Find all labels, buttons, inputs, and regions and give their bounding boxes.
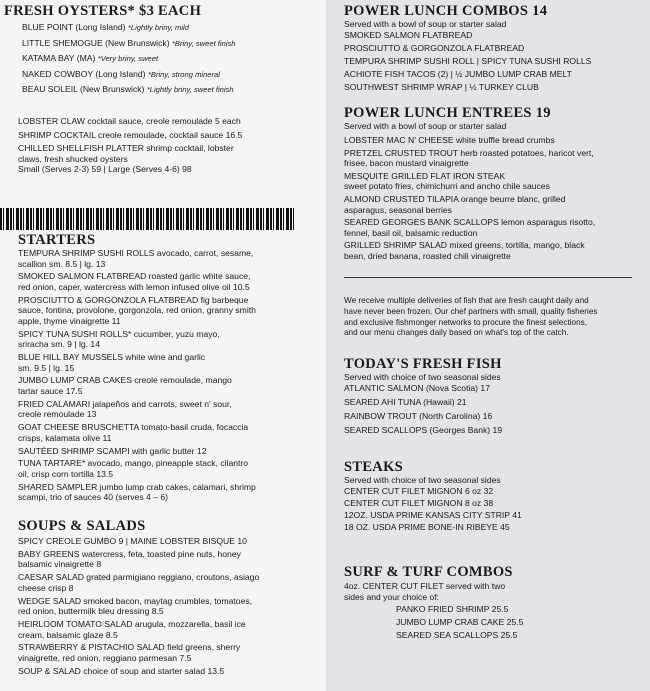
steaks-subtitle: Served with choice of two seasonal sides bbox=[344, 475, 501, 485]
combos-list bbox=[344, 30, 591, 94]
entree-item-line: frisee, bacon mustard vinaigrette bbox=[344, 158, 469, 169]
oyster-name: BLUE POINT (Long Island) bbox=[22, 22, 128, 32]
starter-item bbox=[18, 248, 256, 269]
entree-item-line: ALMOND CRUSTED TILAPIA orange beurre blanc, grilled bbox=[344, 193, 566, 204]
entree-item-line: asparagus, seasonal berries bbox=[344, 204, 452, 215]
combo-item: ACHIOTE FISH TACOS (2) | ½ JUMBO LUMP CRAB MELT bbox=[344, 68, 572, 79]
soup-salad-item-line: cream, balsamic glaze 8.5 bbox=[18, 629, 118, 640]
raw-bar-item bbox=[18, 130, 242, 141]
starter-item-line: crisps, kalamata olive 11 bbox=[18, 432, 112, 443]
starter-item-line: JUMBO LUMP CRAB CAKES creole remoulade, mango bbox=[18, 375, 232, 386]
soup-salad-item-line: red onion, buttermilk bleu dressing 8.5 bbox=[18, 606, 164, 617]
raw-bar-item-line: SHRIMP COCKTAIL creole remoulade, cocktail sauce 16.5 bbox=[18, 129, 243, 140]
oyster-list bbox=[22, 22, 236, 100]
entree-item-line: GRILLED SHRIMP SALAD mixed greens, tortilla, mango, black bbox=[344, 240, 585, 251]
steak-item: 18 OZ. USDA PRIME BONE-IN RIBEYE 45 bbox=[344, 522, 510, 533]
steak-item: CENTER CUT FILET MIGNON 8 oz 38 bbox=[344, 498, 494, 509]
starter-item-line: scallion sm. 8.5 | lg. 13 bbox=[18, 258, 106, 269]
entree-item-line: PRETZEL CRUSTED TROUT herb roasted potatoes, haricot vert, bbox=[344, 147, 594, 158]
starter-item-line: SAUTÉED SHRIMP SCAMPI with garlic butter 12 bbox=[18, 445, 207, 456]
starter-item-line: scampi, trio of sauces 40 (serves 4 – 6) bbox=[18, 492, 168, 503]
raw-bar-item-line: claws, fresh shucked oysters bbox=[18, 153, 128, 164]
oyster-description: *Briny, sweet finish bbox=[171, 38, 236, 48]
note-line: We receive multiple deliveries of fish that are fresh caught daily and bbox=[344, 296, 589, 305]
soups-title: SOUPS & SALADS bbox=[18, 518, 146, 534]
oyster-item bbox=[22, 53, 236, 65]
soup-salad-item bbox=[18, 536, 259, 547]
soup-salad-item bbox=[18, 572, 259, 593]
raw-bar-item-line: Small (Serves 2-3) 59 | Large (Serves 4-6) 98 bbox=[18, 164, 192, 175]
oyster-name: NAKED COWBOY (Long Island) bbox=[22, 68, 148, 79]
soups-list bbox=[18, 536, 259, 678]
starter-item-line: SPICY TUNA SUSHI ROLLS* cucumber, yuzu mayo, bbox=[18, 328, 220, 339]
raw-bar-item-line: CHILLED SHELLFISH PLATTER shrimp cocktail, lobster bbox=[18, 143, 234, 154]
soup-salad-item-line: BABY GREENS watercress, feta, toasted pine nuts, honey bbox=[18, 548, 241, 559]
surf-title: SURF & TURF COMBOS bbox=[344, 564, 513, 580]
entrees-subtitle: Served with a bowl of soup or starter salad bbox=[344, 121, 507, 131]
entree-item-line: SEARED GEORGES BANK SCALLOPS lemon asparagus risotto, bbox=[344, 217, 596, 228]
fish-subtitle: Served with choice of two seasonal sides bbox=[344, 372, 501, 382]
starter-item-line: red onion, caper, watercress with lemon infused olive oil 10.5 bbox=[18, 281, 250, 292]
raw-bar-item-line: LOBSTER CLAW cocktail sauce, creole remoulade 5 each bbox=[18, 116, 241, 126]
surf-subtitle-1: 4oz. CENTER CUT FILET served with two bbox=[344, 581, 506, 591]
starter-item-line: sm. 9.5 | lg. 15 bbox=[18, 362, 75, 373]
starter-item-line: creole remoulade 13 bbox=[18, 409, 97, 420]
starter-item-line: oil, crisp corn tortilla 13.5 bbox=[18, 468, 114, 479]
starter-item-line: PROSCIUTTO & GORGONZOLA FLATBREAD fig barbeque bbox=[18, 294, 249, 305]
oyster-description: *Briny, strong mineral bbox=[147, 69, 220, 79]
soup-salad-item-line: vinaigrette, red onion, reggiano parmesan 7.5 bbox=[18, 652, 192, 663]
fish-title: TODAY'S FRESH FISH bbox=[344, 356, 502, 372]
oyster-name: LITTLE SHEMOGUE (New Brunswick) bbox=[22, 37, 172, 48]
entrees-list bbox=[344, 135, 595, 264]
entree-item-line: sweet potato fries, chimichurri and ancho chile sauces bbox=[344, 181, 550, 192]
soup-salad-item-line: HEIRLOOM TOMATO SALAD arugula, mozzarella, basil ice bbox=[18, 618, 246, 629]
starter-item bbox=[18, 482, 256, 503]
surf-list bbox=[396, 604, 523, 643]
surf-item: SEARED SEA SCALLOPS 25.5 bbox=[396, 630, 518, 641]
starter-item-line: SHARED SAMPLER jumbo lump crab cakes, calamari, shrimp bbox=[18, 481, 256, 492]
soup-salad-item bbox=[18, 596, 259, 617]
starter-item bbox=[18, 446, 256, 457]
oysters-title: FRESH OYSTERS* $3 EACH bbox=[4, 3, 202, 19]
surf-item: PANKO FRIED SHRIMP 25.5 bbox=[396, 604, 509, 614]
right-column bbox=[326, 0, 650, 691]
entree-item bbox=[344, 240, 595, 261]
starter-item bbox=[18, 458, 256, 479]
raw-bar-item bbox=[18, 116, 242, 127]
soup-salad-item bbox=[18, 642, 259, 663]
oyster-description: *Very briny, sweet bbox=[97, 54, 159, 64]
starter-item bbox=[18, 352, 256, 373]
fish-item: ATLANTIC SALMON (Nova Scotia) 17 bbox=[344, 383, 490, 393]
entree-item bbox=[344, 148, 595, 169]
starter-item-line: sriracha sm. 9 | lg. 14 bbox=[18, 339, 100, 350]
section-rule bbox=[344, 277, 632, 278]
combo-item: TEMPURA SHRIMP SUSHI ROLL | SPICY TUNA SUSHI ROLLS bbox=[344, 55, 592, 66]
soup-salad-item-line: WEDGE SALAD smoked bacon, maytag crumbles, tomatoes, bbox=[18, 595, 253, 606]
starter-item bbox=[18, 271, 256, 292]
steaks-title: STEAKS bbox=[344, 459, 404, 475]
fish-item: SEARED SCALLOPS (Georges Bank) 19 bbox=[344, 425, 503, 436]
soup-salad-item-line: cheese crisp 8 bbox=[18, 582, 74, 593]
steaks-list bbox=[344, 486, 522, 534]
combo-item: PROSCIUTTO & GORGONZOLA FLATBREAD bbox=[344, 42, 525, 53]
barcode-divider bbox=[0, 208, 296, 230]
starter-item bbox=[18, 399, 256, 420]
steak-item: CENTER CUT FILET MIGNON 6 oz 32 bbox=[344, 486, 494, 496]
fish-item: RAINBOW TROUT (North Carolina) 16 bbox=[344, 411, 493, 422]
soup-salad-item-line: balsamic vinaigrette 8 bbox=[18, 559, 102, 570]
soup-salad-item-line: CAESAR SALAD grated parmigiano reggiano, croutons, asiago bbox=[18, 572, 260, 583]
soup-salad-item-line: STRAWBERRY & PISTACHIO SALAD field greens, sherry bbox=[18, 642, 241, 653]
oyster-description: *Lightly briny, sweet finish bbox=[146, 85, 234, 95]
soup-salad-item bbox=[18, 619, 259, 640]
note-line: have never been frozen. Our chef partners with small, quality fisheries bbox=[344, 306, 598, 316]
starter-item bbox=[18, 329, 256, 350]
oyster-item bbox=[22, 38, 236, 50]
fish-list bbox=[344, 383, 502, 439]
starter-item-line: tartar sauce 17.5 bbox=[18, 386, 83, 397]
oyster-item bbox=[22, 69, 236, 81]
entree-item-line: MESQUITE GRILLED FLAT IRON STEAK bbox=[344, 170, 506, 181]
soup-salad-item bbox=[18, 549, 259, 570]
entrees-title: POWER LUNCH ENTREES 19 bbox=[344, 105, 551, 121]
steak-item: 12OZ. USDA PRIME KANSAS CITY STRIP 41 bbox=[344, 510, 522, 521]
freshness-note bbox=[344, 296, 597, 339]
soup-salad-item-line: SOUP & SALAD choice of soup and starter salad 13.5 bbox=[18, 665, 225, 676]
starter-item-line: TEMPURA SHRIMP SUSHI ROLLS avocado, carrot, sesame, bbox=[18, 248, 254, 258]
oyster-description: *Lightly briny, mild bbox=[127, 23, 189, 32]
raw-bar-item bbox=[18, 143, 242, 175]
fish-item: SEARED AHI TUNA (Hawaii) 21 bbox=[344, 397, 467, 408]
oyster-name: KATAMA BAY (MA) bbox=[22, 53, 98, 64]
raw-bar-list bbox=[18, 116, 242, 178]
combos-subtitle: Served with a bowl of soup or starter salad bbox=[344, 19, 507, 29]
oyster-name: BEAU SOLEIL (New Brunswick) bbox=[22, 84, 147, 95]
entree-item bbox=[344, 194, 595, 215]
combos-title: POWER LUNCH COMBOS 14 bbox=[344, 3, 548, 19]
entree-item-line: bean, dried banana, roasted chili vinaigrette bbox=[344, 250, 511, 261]
surf-item: JUMBO LUMP CRAB CAKE 25.5 bbox=[396, 617, 524, 628]
starter-item-line: GOAT CHEESE BRUSCHETTA tomato-basil cruda, focaccia bbox=[18, 422, 249, 433]
note-line: and exclusive fishmonger networks to procure the finest selections, bbox=[344, 317, 588, 327]
entree-item-line: fennel, basil oil, balsamic reduction bbox=[344, 227, 478, 238]
entree-item bbox=[344, 171, 595, 192]
starter-item-line: BLUE HILL BAY MUSSELS white wine and garlic bbox=[18, 352, 206, 363]
starters-title: STARTERS bbox=[18, 232, 96, 248]
oyster-item bbox=[22, 84, 236, 96]
starter-item bbox=[18, 422, 256, 443]
combo-item: SMOKED SALMON FLATBREAD bbox=[344, 30, 473, 40]
starter-item bbox=[18, 375, 256, 396]
starter-item-line: sauce, fontina, provolone, gorgonzola, red onion, granny smith bbox=[18, 305, 256, 316]
note-line: and our menu changes daily based on what's top of the catch. bbox=[344, 328, 569, 338]
starter-item-line: FRIED CALAMARI jalapeños and carrots, sweet n' sour, bbox=[18, 398, 232, 409]
entree-item bbox=[344, 135, 595, 146]
starter-item-line: TUNA TARTARE* avocado, mango, pineapple stack, cilantro bbox=[18, 458, 249, 469]
entree-item-line: LOBSTER MAC N' CHEESE white truffle bread crumbs bbox=[344, 135, 555, 145]
starter-item bbox=[18, 295, 256, 327]
starter-item-line: SMOKED SALMON FLATBREAD roasted garlic white sauce, bbox=[18, 271, 251, 282]
oyster-item bbox=[22, 22, 236, 34]
combo-item: SOUTHWEST SHRIMP WRAP | ½ TURKEY CLUB bbox=[344, 81, 539, 92]
soup-salad-item bbox=[18, 666, 259, 677]
entree-item bbox=[344, 217, 595, 238]
starters-list bbox=[18, 248, 256, 505]
soup-salad-item-line: SPICY CREOLE GUMBO 9 | MAINE LOBSTER BISQUE 10 bbox=[18, 536, 247, 546]
starter-item-line: apple, thyme vinaigrette 11 bbox=[18, 315, 121, 326]
surf-subtitle-2: sides and your choice of: bbox=[344, 592, 440, 602]
